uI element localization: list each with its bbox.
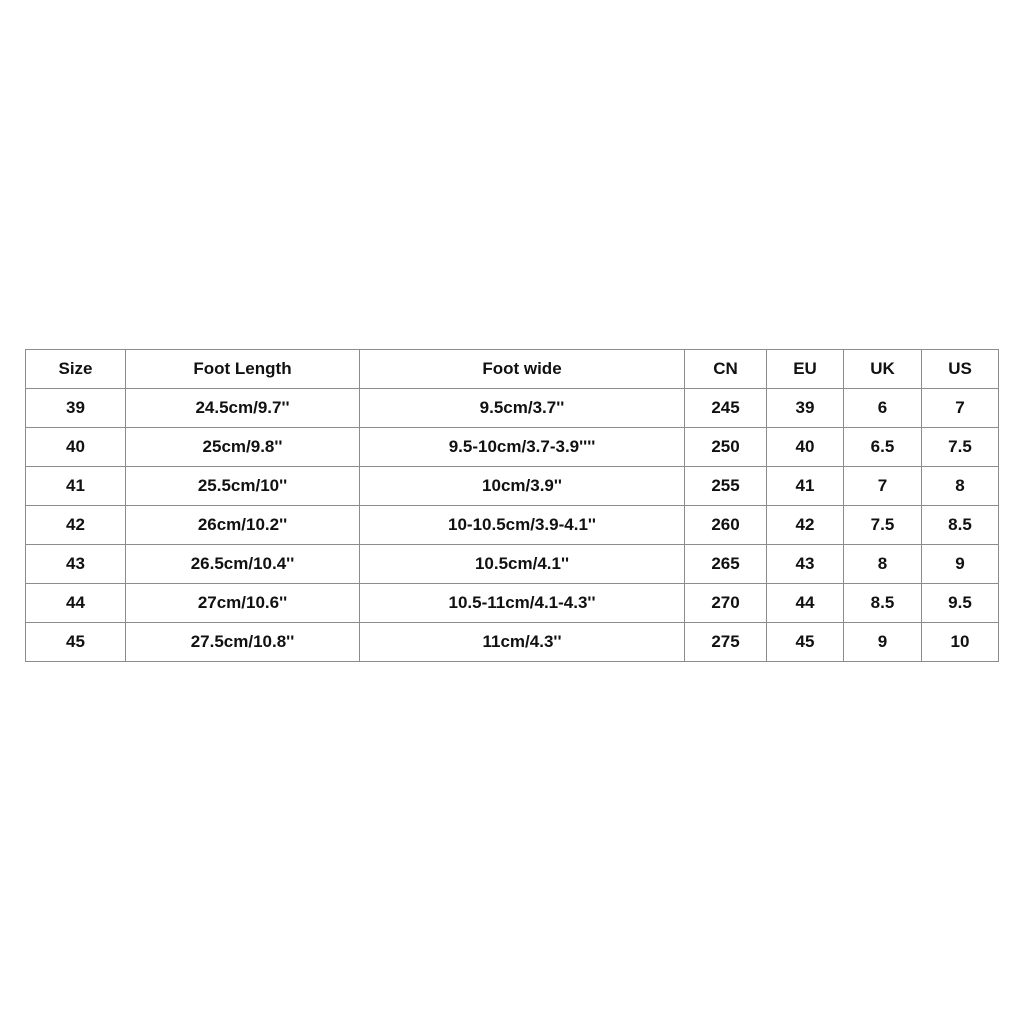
cell-cn: 270 (685, 584, 767, 623)
cell-cn: 250 (685, 428, 767, 467)
cell-foot-length: 25cm/9.8'' (126, 428, 360, 467)
cell-us: 9.5 (922, 584, 999, 623)
cell-us: 7 (922, 389, 999, 428)
cell-foot-length: 25.5cm/10'' (126, 467, 360, 506)
cell-uk: 6.5 (844, 428, 922, 467)
cell-cn: 275 (685, 623, 767, 662)
table-row (26, 584, 999, 623)
cell-uk: 8.5 (844, 584, 922, 623)
cell-uk: 8 (844, 545, 922, 584)
table-header-row (26, 350, 999, 389)
table-row (26, 467, 999, 506)
header-size: Size (26, 350, 126, 389)
cell-size: 40 (26, 428, 126, 467)
table-row (26, 545, 999, 584)
header-us: US (922, 350, 999, 389)
cell-us: 8.5 (922, 506, 999, 545)
cell-eu: 42 (767, 506, 844, 545)
cell-foot-wide: 9.5-10cm/3.7-3.9'''' (360, 428, 685, 467)
cell-eu: 41 (767, 467, 844, 506)
cell-eu: 43 (767, 545, 844, 584)
cell-size: 41 (26, 467, 126, 506)
cell-us: 8 (922, 467, 999, 506)
size-chart-table (25, 349, 999, 662)
header-uk: UK (844, 350, 922, 389)
cell-cn: 265 (685, 545, 767, 584)
cell-size: 45 (26, 623, 126, 662)
cell-foot-wide: 9.5cm/3.7'' (360, 389, 685, 428)
cell-foot-wide: 10cm/3.9'' (360, 467, 685, 506)
cell-us: 7.5 (922, 428, 999, 467)
cell-foot-length: 24.5cm/9.7'' (126, 389, 360, 428)
cell-foot-length: 27cm/10.6'' (126, 584, 360, 623)
cell-size: 44 (26, 584, 126, 623)
cell-foot-length: 26cm/10.2'' (126, 506, 360, 545)
cell-cn: 245 (685, 389, 767, 428)
table-row (26, 506, 999, 545)
table-row (26, 623, 999, 662)
cell-foot-length: 27.5cm/10.8'' (126, 623, 360, 662)
header-eu: EU (767, 350, 844, 389)
cell-foot-wide: 10.5-11cm/4.1-4.3'' (360, 584, 685, 623)
table-row (26, 428, 999, 467)
cell-foot-wide: 11cm/4.3'' (360, 623, 685, 662)
header-foot-wide: Foot wide (360, 350, 685, 389)
table-body (26, 389, 999, 662)
cell-uk: 7.5 (844, 506, 922, 545)
cell-cn: 260 (685, 506, 767, 545)
cell-foot-wide: 10.5cm/4.1'' (360, 545, 685, 584)
cell-eu: 40 (767, 428, 844, 467)
cell-eu: 45 (767, 623, 844, 662)
cell-uk: 6 (844, 389, 922, 428)
cell-foot-wide: 10-10.5cm/3.9-4.1'' (360, 506, 685, 545)
cell-eu: 44 (767, 584, 844, 623)
cell-uk: 9 (844, 623, 922, 662)
cell-us: 9 (922, 545, 999, 584)
cell-eu: 39 (767, 389, 844, 428)
cell-size: 43 (26, 545, 126, 584)
cell-foot-length: 26.5cm/10.4'' (126, 545, 360, 584)
cell-size: 39 (26, 389, 126, 428)
header-cn: CN (685, 350, 767, 389)
cell-uk: 7 (844, 467, 922, 506)
cell-us: 10 (922, 623, 999, 662)
cell-size: 42 (26, 506, 126, 545)
header-foot-length: Foot Length (126, 350, 360, 389)
table-row (26, 389, 999, 428)
cell-cn: 255 (685, 467, 767, 506)
